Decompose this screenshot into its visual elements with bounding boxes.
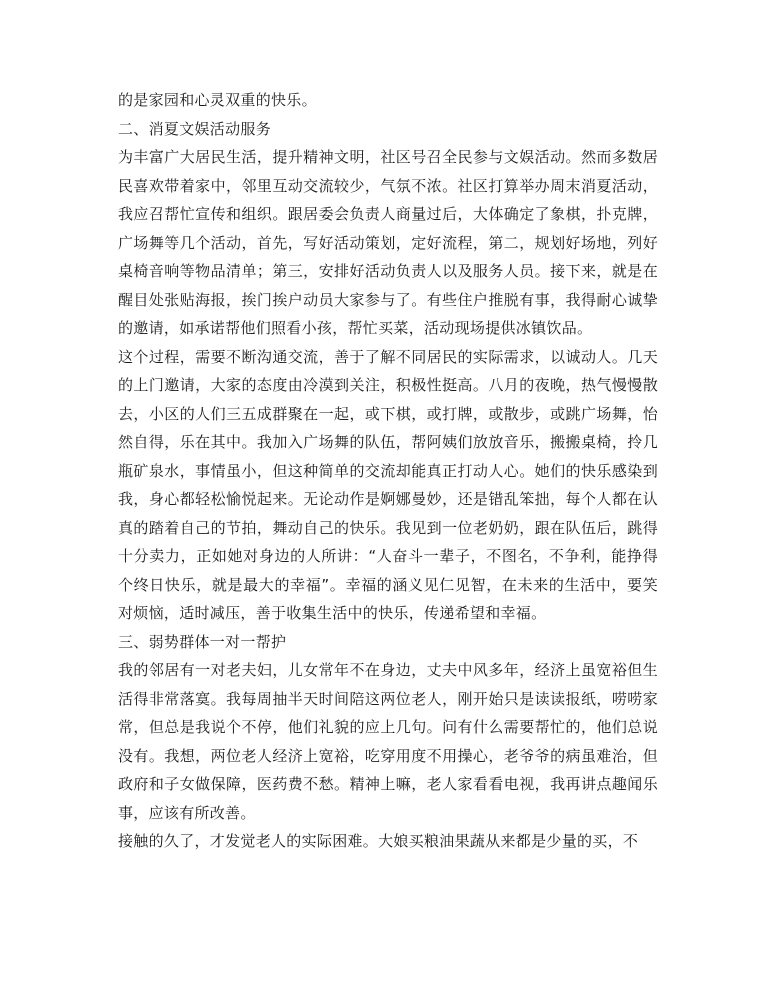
section-heading-summer-activities: 二、消夏文娱活动服务 [118,119,272,138]
section-heading-one-to-one-help: 三、弱势群体一对一帮护 [118,632,287,651]
paragraph-practical-difficulties: 接触的久了，才发觉老人的实际困难。大娘买粮油果蔬从来都是少量的买，不 [118,832,639,850]
paragraph-continuation: 的是家园和心灵双重的快乐。 [118,91,317,109]
document-body [118,86,658,856]
paragraph-activity-planning: 为丰富广大居民生活，提升精神文明，社区号召全民参与文娱活动。然而多数居民喜欢带着家中，邻里互动交流较少，气氛不浓。社区打算举办周末消夏活动，我应召帮忙宣传和组织。跟居委会负责人商量过后，大体确定了象棋，扑克牌，广场舞等几个活动，首先，写好活动策划，定好流程，第二，规划好场地，列好桌椅音响等物品清单；第三，安排好活动负责人以及服务人员。接下来，就是在醒目处张贴海报，挨门挨户动员大家参与了。有些住户推脱有事，我得耐心诚挚的邀请，如承诺帮他们照看小孩，帮忙买菜，活动现场提供冰镇饮品。 [118,148,658,337]
paragraph-communication: 这个过程，需要不断沟通交流，善于了解不同居民的实际需求，以诚动人。几天的上门邀请，大家的态度由冷漠到关注，积极性挺高。八月的夜晚，热气慢慢散去，小区的人们三五成群聚在一起，或下棋，或打牌，或散步，或跳广场舞，怡然自得，乐在其中。我加入广场舞的队伍，帮阿姨们放放音乐，搬搬桌椅，拎几瓶矿泉水，事情虽小，但这种简单的交流却能真正打动人心。她们的快乐感染到我，身心都轻松愉悦起来。无论动作是婀娜曼妙，还是错乱笨拙，每个人都在认真的踏着自己的节拍，舞动自己的快乐。我见到一位老奶奶，跟在队伍后，跳得十分卖力，正如她对身边的人所讲：“人奋斗一辈子，不图名，不争利，能挣得个终日快乐，就是最大的幸福”。幸福的涵义见仁见智，在未来的生活中，要笑对烦恼，适时减压，善于收集生活中的快乐，传递希望和幸福。 [118,347,658,622]
paragraph-elderly-neighbors: 我的邻居有一对老夫妇，儿女常年不在身边，丈夫中风多年，经济上虽宽裕但生活得非常落寞。我每周抽半天时间陪这两位老人，刚开始只是读读报纸，唠唠家常，但总是我说个不停，他们礼貌的应上几句。问有什么需要帮忙的，他们总说没有。我想，两位老人经济上宽裕，吃穿用度不用操心，老爷爷的病虽难治，但政府和子女做保障，医药费不愁。精神上嘛，老人家看看电视，我再讲点趣闻乐事，应该有所改善。 [118,661,658,822]
